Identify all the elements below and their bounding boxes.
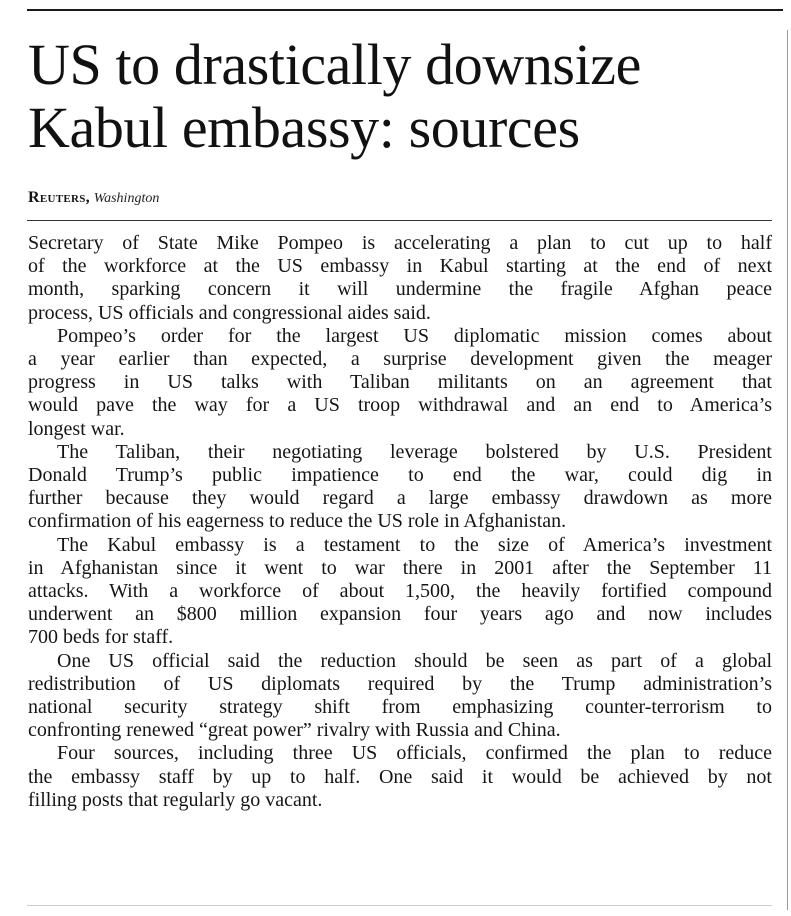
bottom-rule [27, 905, 772, 906]
text-line: 700 beds for staff. [28, 626, 174, 649]
headline-line-2: Kabul embassy: sources [28, 95, 580, 160]
paragraph-6 [28, 742, 772, 812]
text-line: The Taliban, their negotiating leverage bolstered by U.S. President [57, 440, 772, 463]
byline-rule [27, 220, 772, 221]
text-line: progress in US talks with Taliban militants on an agreement that [28, 371, 772, 394]
text-line: national security strategy shift from emphasizing counter-terrorism to [28, 696, 772, 719]
paragraph-3 [28, 441, 772, 534]
text-line: Four sources, including three US officials, confirmed the plan to reduce [57, 742, 772, 765]
news-agency: Reuters, [28, 189, 90, 206]
headline [28, 33, 783, 159]
text-line: longest war. [28, 417, 125, 440]
text-line: of the workforce at the US embassy in Kabul starting at the end of next [28, 255, 772, 278]
text-line: the embassy staff by up to half. One said it would be achieved by not [28, 765, 772, 788]
byline [28, 188, 159, 209]
paragraph-2 [28, 325, 772, 441]
text-line: further because they would regard a large embassy drawdown as more [28, 487, 772, 510]
text-line: redistribution of US diplomats required by the Trump administration’s [28, 672, 772, 695]
text-line: in Afghanistan since it went to war there in 2001 after the September 11 [28, 556, 772, 579]
paragraph-1 [28, 232, 772, 325]
text-line: confirmation of his eagerness to reduce the US role in Afghanistan. [28, 510, 567, 533]
text-line: The Kabul embassy is a testament to the size of America’s investment [57, 533, 772, 556]
text-line: attacks. With a workforce of about 1,500, the heavily fortified compound [28, 580, 772, 603]
top-rule [27, 9, 783, 11]
headline-line-1: US to drastically downsize [28, 32, 641, 97]
text-line: filling posts that regularly go vacant. [28, 788, 323, 811]
paragraph-4 [28, 534, 772, 650]
dateline: Washington [93, 191, 160, 206]
text-line: Secretary of State Mike Pompeo is accelerating a plan to cut up to half [28, 232, 772, 254]
text-line: process, US officials and congressional aides said. [28, 301, 431, 324]
paragraph-5 [28, 650, 772, 743]
text-line: would pave the way for a US troop withdrawal and an end to America’s [28, 394, 772, 417]
text-line: One US official said the reduction should be seen as part of a global [57, 649, 772, 672]
text-line: confronting renewed “great power” rivalry with Russia and China. [28, 719, 561, 742]
text-line: month, sparking concern it will undermine the fragile Afghan peace [28, 278, 772, 301]
text-line: Pompeo’s order for the largest US diplomatic mission comes about [57, 324, 772, 347]
column-border [787, 30, 788, 910]
article-body [28, 232, 772, 812]
text-line: underwent an $800 million expansion four years ago and now includes [28, 603, 772, 626]
text-line: a year earlier than expected, a surprise development given the meager [28, 348, 772, 371]
text-line: Donald Trump’s public impatience to end the war, could dig in [28, 464, 772, 487]
